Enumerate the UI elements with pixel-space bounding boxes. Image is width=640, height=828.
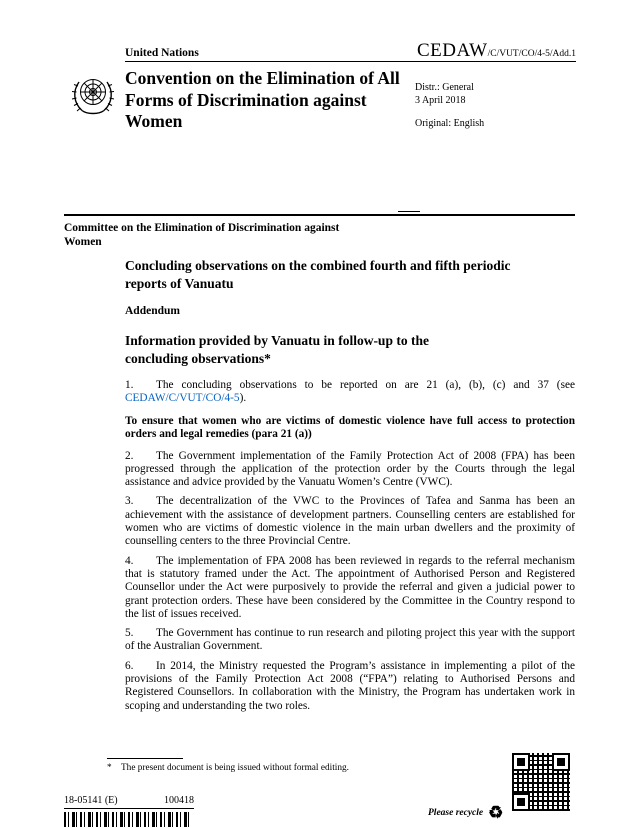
paragraph-text: The implementation of FPA 2008 has been reviewed in regards to the referral mechanism that is statutory framed under the Act. The appointment of Authorised Person and Registered Counsellor under the Act were purposively to provide the referral and given a judicial power to grant protection orders. These have been considered by the Committee in the Country respond to the list of issues received. xyxy=(125,554,575,620)
print-date-code: 100418 xyxy=(164,795,194,806)
un-emblem-icon xyxy=(70,72,116,118)
paragraph-number: 1. xyxy=(125,379,134,391)
original-language: Original: English xyxy=(415,118,485,129)
symbol-tick-rule xyxy=(398,211,420,212)
committee-heading: Committee on the Elimination of Discrimination against Women xyxy=(64,222,340,248)
distribution-block xyxy=(415,82,484,131)
qr-finder-icon xyxy=(552,753,570,771)
cedaw-report-link[interactable]: CEDAW/C/VUT/CO/4-5 xyxy=(125,392,240,405)
footnote xyxy=(107,763,527,774)
main-content xyxy=(125,257,575,719)
org-name: United Nations xyxy=(125,47,199,59)
body-paragraph-2 xyxy=(125,450,575,490)
distr-date: 3 April 2018 xyxy=(415,94,466,106)
body-paragraph-6 xyxy=(125,660,575,713)
please-recycle-label: Please recycle xyxy=(428,807,484,818)
followup-subtitle: Information provided by Vanuatu in follow-up to the concluding observations* xyxy=(125,333,429,366)
distr-label: Distr.: General xyxy=(415,82,474,93)
masthead-divider xyxy=(64,214,575,216)
document-symbol xyxy=(417,40,576,62)
body-paragraph-5 xyxy=(125,627,575,654)
recycle-icon: ♻ xyxy=(488,803,504,822)
paragraph-text: The Government has continue to run research and piloting project this year with the support of the Australian Government. xyxy=(125,627,575,653)
body-paragraph-3 xyxy=(125,495,575,548)
paragraph-number: 2. xyxy=(125,449,134,462)
report-title: Concluding observations on the combined fourth and fifth periodic reports of Vanuatu xyxy=(125,258,511,291)
qr-code xyxy=(512,753,570,811)
qr-finder-icon xyxy=(512,753,530,771)
body-paragraph-1 xyxy=(125,379,575,406)
footnote-text: The present document is being issued without formal editing. xyxy=(121,763,349,773)
document-number: 18-05141 (E) xyxy=(64,795,118,806)
addendum-label: Addendum xyxy=(125,305,180,317)
paragraph-number: 6. xyxy=(125,659,134,672)
paragraph-text: The Government implementation of the Family Protection Act of 2008 (FPA) has been progressed through the application of the protection order by the Courts through the legal assistance and advice provided by the Vanuatu Women’s Centre (VWC). xyxy=(125,449,575,489)
paragraph-text: The concluding observations to be reported on are 21 (a), (b), (c) and 37 (see xyxy=(156,379,575,391)
convention-title: Convention on the Elimination of All Forms of Discrimination against Women xyxy=(125,68,400,131)
paragraph-text: In 2014, the Ministry requested the Program’s assistance in implementing a pilot of the provisions of the Family Protection Act 2008 (“FPA”) relating to Authorised Persons and Registered Counsellors. In collaboration with the Ministry, the Program has undertaken work in scoping and understanding the two roles. xyxy=(125,659,575,712)
paragraph-number: 5. xyxy=(125,627,134,640)
qr-finder-icon xyxy=(512,793,530,811)
header-divider xyxy=(125,61,576,62)
header-row xyxy=(125,40,576,62)
document-symbol-suffix: /C/VUT/CO/4-5/Add.1 xyxy=(487,49,576,59)
paragraph-text: ). xyxy=(239,392,247,405)
document-symbol-main: CEDAW xyxy=(416,40,488,61)
footnote-marker: * xyxy=(107,763,112,773)
paragraph-text: The decentralization of the VWC to the Provinces of Tafea and Sanma has been an achievement with the assistance of development partners. Counselling centers are established for women who are victims of domestic violence in the main urban dwellers and the proximity of counselling centers to the three Provincial Centre. xyxy=(125,495,575,548)
please-recycle xyxy=(428,804,503,821)
footer-identifiers xyxy=(64,795,194,809)
barcode xyxy=(64,812,192,827)
body-paragraph-4 xyxy=(125,555,575,621)
footnote-area xyxy=(107,758,527,774)
footnote-separator xyxy=(107,758,183,759)
section-heading: To ensure that women who are victims of domestic violence have full access to protection orders and legal remedies (para 21 (a)) xyxy=(125,414,575,441)
paragraph-number: 3. xyxy=(125,495,134,508)
paragraph-number: 4. xyxy=(125,554,134,567)
